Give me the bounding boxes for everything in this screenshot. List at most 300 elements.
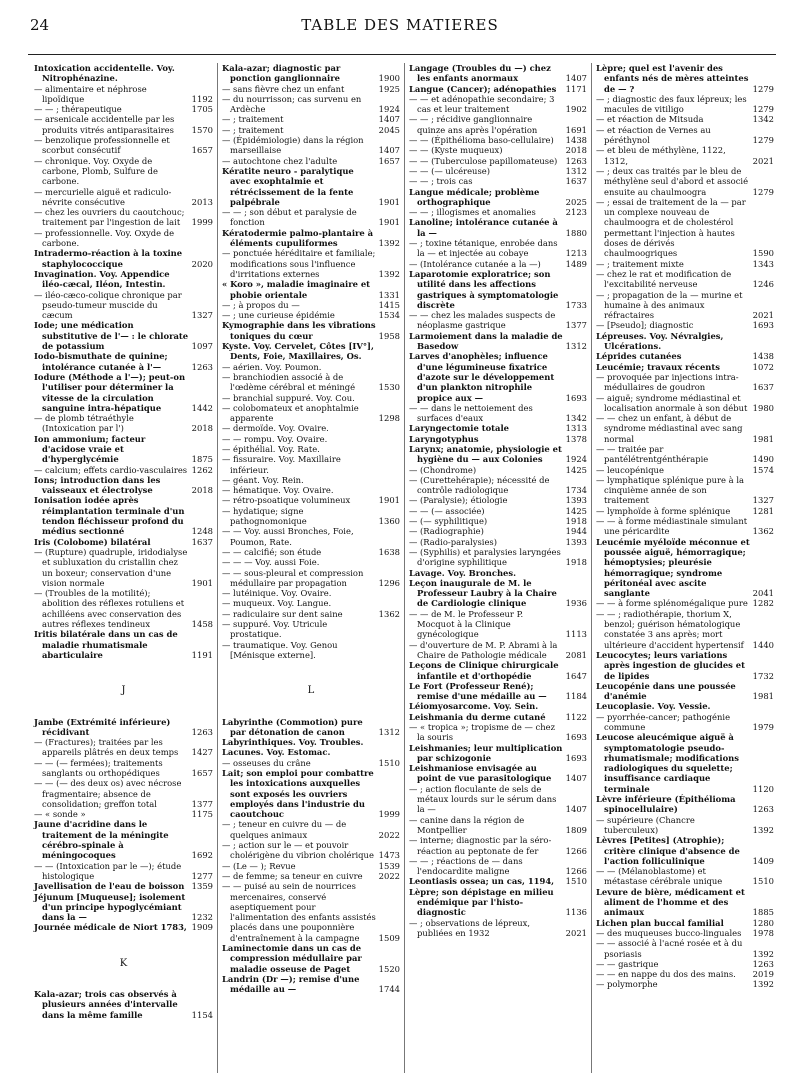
entry-text: — et réaction de Mitsuda [596,114,704,125]
index-entry [222,320,400,341]
entry-page: 1909 [191,922,213,933]
index-entry [409,763,587,784]
page-header [20,14,780,40]
entry-page: 1359 [191,881,213,892]
entry-page: 1298 [378,413,400,424]
entry-page: 1925 [378,83,400,94]
entry-page: 1734 [565,485,587,496]
entry-page: 1999 [378,809,400,820]
entry-page: 1638 [378,546,400,557]
index-entry [596,197,774,259]
entry-page: 1458 [191,619,213,630]
index-entry [409,712,587,722]
index-entry [222,393,400,403]
index-entry [409,94,587,115]
entry-text: — — associé à l'acné rosée et à du psoriasis [596,938,743,959]
entry-page: 1809 [565,824,587,835]
entry-page: 1407 [565,773,587,784]
index-entry [596,331,774,352]
entry-text: — ; teneur en cuivre du — de quelques animaux [222,819,347,840]
entry-page: 1312 [565,341,587,352]
entry-text: — alimentaire et néphrose lipoïdique [34,83,147,104]
entry-page: 1442 [191,402,213,413]
entry-page: 1377 [565,320,587,331]
entry-text: Larmoiement dans la maladie de Basedow [409,330,563,352]
index-entry [596,372,774,393]
index-entry [222,423,400,433]
index-entry [222,156,400,166]
entry-page: 1438 [752,351,774,362]
entry-text: Leucopénie dans une poussée d'anémie [596,680,736,702]
entry-page: 1924 [378,104,400,115]
entry-page: 1175 [191,809,213,820]
entry-text: — ; action sur le — et pouvoir cholérigène du vibrion cholérique [222,840,374,861]
entry-text: — — (— ulcéreuse) [409,165,490,176]
index-entry [596,598,774,608]
section-letter: K [119,957,128,969]
index-entry [409,331,587,352]
index-entry [222,63,400,84]
index-entry [596,290,774,321]
entry-text: Le Fort (Professeur René); remise d'une médaille au — [409,680,547,702]
entry-text: — — et adénopathie secondaire; 3 cas et leur traitement [409,93,555,115]
entry-page: 1901 [378,217,400,228]
index-entry [596,114,774,124]
entry-text: — ; toxine tétanique, enrobée dans la — et injectée au cobaye [409,238,558,259]
index-entry [409,609,587,640]
index-entry [34,717,213,738]
entry-text: — (— syphilitique) [409,516,488,527]
entry-text: — — (Intoxication par le —); étude histologique [34,860,182,881]
index-entry [409,259,587,269]
index-entry [409,887,587,918]
index-entry [409,403,587,424]
entry-text: Leucose aleucémique aiguë à symptomatologie pseudo-rhumatismale; modifications radiologiques du squelette; insuffisance cardiaque terminale [596,732,739,794]
index-entry [34,228,213,249]
index-entry [222,495,400,505]
index-entry [34,778,213,809]
entry-text: — iléo-cæco-colique chronique par pseudo-tumeur muscide du cæcum [34,289,182,321]
index-entry [409,269,587,310]
entry-text: — hydatique; signe pathognomonique [222,505,307,527]
entry-page: 1440 [752,639,774,650]
entry-page: 1248 [191,526,213,537]
entry-page: 2018 [191,423,213,434]
index-entry [222,279,400,300]
index-entry [409,681,587,702]
entry-page: 2041 [752,588,774,599]
index-entry [34,104,213,114]
entry-text: Lèpre; son dépistage en milieu endémique par l'histo-diagnostic [409,886,554,918]
index-entry [222,758,400,768]
entry-page: 1312 [378,726,400,737]
index-entry [222,84,400,94]
entry-page: 2081 [565,649,587,660]
index-entry [596,938,774,959]
entry-page: 1979 [752,722,774,732]
index-entry [34,629,213,660]
entry-text: — — dans le nettoiement des surfaces d'eaux [409,402,533,424]
section-letter: J [121,685,126,697]
entry-page: 1327 [191,310,213,321]
index-entry [222,444,400,454]
index-entry [409,444,587,465]
index-entry [222,341,400,362]
entry-text: Lèpre; quel est l'avenir des enfants nés de mères atteintes de — ? [596,63,749,94]
entry-page: 2022 [378,829,400,840]
entry-text: — d'ouverture de M. P. Abrami à la Chaire de Pathologie médicale [409,639,558,660]
entry-text: — — chez les malades suspects de néoplasme gastrique [409,310,556,331]
entry-page: 2025 [565,196,587,207]
index-entry [222,619,400,640]
entry-text: — de plomb tétraéthyle (Intoxication par l') [34,413,134,434]
entry-text: « Koro », maladie imaginaire et phobie orientale [222,279,371,300]
index-entry [34,588,213,629]
entry-page: 1120 [752,783,774,794]
entry-text: — [Pseudo]; diagnostic [596,320,694,331]
index-entry [596,650,774,681]
entry-text: Lèvres [Petites] (Atrophie); critère clinique d'absence de l'action folliculinique [596,835,740,866]
index-entry [409,135,587,145]
entry-page: 1918 [565,516,587,527]
section-letter: L [307,685,315,697]
entry-page: 1279 [752,135,774,146]
entry-text: — du nourrisson; cas survenu en Ardèche [222,93,362,115]
index-entry [409,640,587,661]
index-entry [222,372,400,393]
entry-text: — professionnelle. Voy. Oxyde de carbone. [34,227,175,249]
index-entry [596,393,774,414]
entry-page: 1691 [565,124,587,135]
index-entry [34,861,213,882]
entry-text: Jaune d'acridine dans le traitement de la méningite cérébro-spinale à méningocoques [34,819,169,861]
index-column-3 [404,63,591,1073]
entry-text: — canine dans la région de Montpellier [409,814,525,835]
index-entry [34,63,213,84]
entry-text: Leontiasis ossea; un cas, 1194, [409,876,555,887]
entry-page: 1154 [191,1009,213,1020]
entry-text: — benzolique professionnelle et scorbut consécutif [34,135,170,156]
entry-text: — autochtone chez l'adulte [222,155,338,166]
entry-text: — chronique. Voy. Oxyde de carbone, Plomb, Sulfure de carbone. [34,155,158,187]
index-entry [34,758,213,779]
entry-text: — colobomateux et anophtalmie apparente [222,402,359,424]
entry-page: 2018 [191,485,213,496]
index-entry [409,475,587,496]
entry-text: — ; diagnostic des faux lépreux; les macules de vitiligo [596,93,747,115]
entry-page: 1936 [565,598,587,609]
entry-page: 1901 [191,577,213,588]
index-entry [222,228,400,249]
index-entry [409,743,587,764]
entry-text: — ; traitement [222,114,284,125]
entry-page: 1427 [191,747,213,758]
entry-text: — (Intolérance cutanée a la —) [409,258,541,269]
entry-page: 2123 [565,207,587,218]
entry-text: Laminectomie dans un cas de compression médullaire par maladie osseuse de Paget [222,943,362,974]
index-entry [222,135,400,156]
index-entry [596,712,774,733]
index-entry [222,640,400,661]
entry-page: 1072 [752,361,774,372]
entry-text: — — calcifié; son étude [222,546,322,557]
entry-page: 1277 [191,870,213,881]
entry-page: 1407 [378,114,400,125]
entry-text: — — (— fermées); traitements sanglants ou orthopédiques [34,757,163,778]
entry-text: — « tropica »; tropisme de — chez la souris [409,722,556,743]
entry-text: Ions; introduction dans les vaisseaux et électrolyse [34,474,161,496]
entry-text: Leçons de Clinique chirurgicale infantile et d'orthopédie [409,660,559,681]
index-entry [222,475,400,485]
index-entry [34,737,213,758]
entry-page: 1425 [565,505,587,516]
entry-text: — ; propagation de la — murine et humaine à des animaux réfractaires [596,289,743,321]
entry-text: — — rompu. Voy. Ovaire. [222,433,328,444]
entry-text: — pyorrhée-cancer; pathogénie commune [596,711,731,732]
index-entry [409,526,587,536]
entry-page: 2020 [191,258,213,269]
entry-page: 1113 [565,629,587,640]
index-entry [34,922,213,932]
index-entry [34,320,213,351]
entry-page: 1438 [565,135,587,146]
index-entry [34,819,213,860]
entry-page: 1510 [565,876,587,887]
index-entry [409,516,587,526]
entry-page: 1392 [752,948,774,959]
entry-text: — aérien. Voy. Poumon. [222,361,322,372]
entry-text: — — à forme médiastinale simulant une péricardite [596,516,748,537]
entry-page: 1693 [752,320,774,331]
index-entry [34,989,213,1020]
entry-text: — lymphoïde à forme splénique [596,505,731,516]
entry-text: Lèvre inférieure (Épithélioma spinocellulaire) [596,794,736,815]
entry-page: 1692 [191,850,213,861]
index-entry [596,145,774,166]
index-entry [34,475,213,496]
entry-text: — — en nappe du dos des mains. [596,969,736,980]
entry-page: 1327 [752,495,774,506]
entry-text: — — ; trois cas [409,176,473,187]
index-column-4 [591,63,778,1073]
index-entry [222,974,400,995]
entry-page: 1637 [565,176,587,187]
index-entry [222,114,400,124]
entry-page: 1901 [378,495,400,506]
entry-page: 1999 [191,217,213,228]
entry-text: — (Radio-paralysies) [409,536,497,547]
entry-page: 1407 [565,73,587,84]
entry-text: — (Syphilis) et paralysies laryngées d'origine syphilitique [409,546,561,568]
entry-page: 1885 [752,907,774,918]
entry-text: Labyrinthe (Commotion) pure par détonation de canon [222,716,363,737]
entry-text: — chez les ouvriers du caoutchouc; traitement par l'ingestion de lait [34,207,185,228]
entry-page: 1705 [191,104,213,115]
entry-page: 2021 [565,927,587,938]
index-entry [222,485,400,495]
entry-text: Langue (Cancer); adénopathies [409,83,557,94]
index-entry [222,547,400,557]
entry-text: — (Radiographie) [409,526,484,537]
entry-text: Jambe (Extrémité inférieure) récidivant [34,716,171,737]
entry-text: Iodo-bismuthate de quinine; intolérance cutanée à l'— [34,351,168,372]
entry-page: 1733 [565,299,587,310]
header-rule [28,54,776,55]
index-entry [34,892,213,923]
index-entry [34,269,213,290]
entry-text: — ; à propos du — [222,299,300,310]
entry-text: — — traitée par pantélétrentgénthérapie [596,443,709,465]
entry-page: 1393 [565,536,587,547]
entry-page: 1693 [565,732,587,743]
entry-text: — osseuses du crâne [222,757,311,768]
index-entry [596,63,774,94]
entry-text: — des muqueuses bucco-linguales [596,927,742,938]
entry-text: — (Paralysie); étiologie [409,495,508,506]
entry-text: — (Rupture) quadruple, iridodialyse et subluxation du cristallin chez un boxeur; conservation d'une vision normale [34,546,188,588]
entry-page: 1378 [565,433,587,444]
entry-text: — — puisé au sein de nourrices mercenaires, conservé aseptiquement pour l'alimentation des enfants assistés placés dans une pouponnière d'entraînement à la campagne [222,881,376,943]
entry-page: 1574 [752,464,774,475]
entry-text: — radiculaire sur dent saine [222,608,343,619]
index-entry [34,465,213,475]
index-entry [596,259,774,269]
entry-page: 1343 [752,258,774,269]
entry-page: 1900 [378,73,400,84]
entry-page: 1263 [752,958,774,969]
index-entry [596,732,774,794]
index-entry [409,114,587,135]
index-entry [409,568,587,578]
entry-page: 1875 [191,454,213,465]
index-entry [596,269,774,290]
entry-text: Larves d'anophèles; influence d'une légumineuse fixatrice d'azote sur le développement d'un plankton nitrophile propice aux — [409,351,555,403]
entry-text: Intradermo-réaction à la toxine staphylococcique [34,248,183,269]
entry-text: Leucémie; travaux récents [596,361,720,372]
index-entry [34,881,213,891]
index-entry [34,187,213,208]
entry-text: Lavage. Voy. Bronches. [409,567,516,578]
entry-text: Laryngotyphus [409,433,479,444]
entry-text: — ; observations de lépreux, publiées en 1932 [409,917,531,938]
index-entry [596,465,774,475]
entry-text: — suppuré. Voy. Utricule prostatique. [222,619,328,640]
entry-text: Kyste. Voy. Cervelet, Côtes [IV°], Dents, Foie, Maxillaires, Os. [222,341,374,362]
entry-text: Lichen plan buccal familial [596,917,724,928]
entry-page: 2013 [191,196,213,207]
entry-text: Journée médicale de Niort 1783, [34,922,187,933]
page-title: TABLE DES MATIERES [301,16,499,34]
entry-text: Leucémie myéloïde méconnue et poussée aiguë, hémorragique; hémoptysies; pleurésie hémorragique; syndrome péritonéal avec ascite sanglante [596,536,750,599]
index-entry [409,547,587,568]
entry-text: Leucoplasie. Voy. Vessie. [596,701,711,712]
index-entry [596,609,774,650]
entry-page: 1409 [752,855,774,866]
index-entry [596,815,774,836]
index-entry [409,856,587,877]
entry-page: 1657 [191,768,213,778]
entry-page: 1510 [752,876,774,887]
entry-text: — ; traitement mixte [596,258,684,269]
entry-page: 1232 [191,912,213,923]
index-entry [409,310,587,331]
index-entry [409,835,587,856]
entry-page: 1732 [752,670,774,681]
entry-page: 1262 [191,464,213,475]
index-entry [222,300,400,310]
entry-page: 1279 [752,186,774,197]
entry-text: — muqueux. Voy. Langue. [222,598,332,609]
index-entry [409,156,587,166]
entry-page: 1392 [752,979,774,990]
entry-text: — — (Mélanoblastome) et métastase cérébrale unique [596,866,723,887]
index-entry [222,943,400,974]
entry-page: 1647 [565,670,587,681]
entry-page: 2018 [565,145,587,156]
index-entry [596,413,774,444]
entry-text: Leishmanies; leur multiplication par schizogonie [409,742,563,763]
entry-page: 1312 [565,165,587,176]
entry-text: Iode; une médication substitutive de l'— : le chlorate de potassium [34,320,189,352]
entry-text: — interne; diagnostic par la séro-réaction au peptonate de fer [409,835,552,856]
index-entry [222,609,400,619]
entry-text: Iris (Colobome) bilatéral [34,536,151,547]
index-entry [222,881,400,943]
entry-page: 1902 [565,104,587,115]
index-entry [222,717,400,738]
entry-page: 1981 [752,433,774,444]
index-entry [34,156,213,187]
index-entry [222,747,400,757]
index-entry [222,125,400,135]
entry-text: Kératodermie palmo-plantaire à éléments cupuliformes [222,227,374,249]
entry-text: — hématique. Voy. Ovaire. [222,485,334,496]
index-entry [222,362,400,372]
entry-text: — — ; son début et paralysie de fonction [222,207,357,228]
entry-text: — traumatique. Voy. Genou [Ménisque externe]. [222,639,338,660]
entry-page: 1490 [752,454,774,465]
entry-page: 1331 [378,289,400,300]
entry-page: 1509 [378,932,400,943]
entry-text: Larynx; anatomie, physiologie et hygiène du — aux Colonies [409,443,562,465]
entry-page: 1693 [565,392,587,403]
entry-text: — ponctuée héréditaire et familiale; modifications sous l'influence d'irritations externes [222,248,376,279]
entry-text: — — Voy. aussi Bronches, Foie, Poumon, Rate. [222,526,354,547]
entry-text: — et réaction de Vernes au péréthynol [596,124,711,146]
index-entry [596,979,774,989]
entry-text: Labyrinthiques. Voy. Troubles. [222,737,364,748]
entry-page: 1282 [752,598,774,609]
entry-text: — ; traitement [222,124,284,135]
index-entry [409,660,587,681]
entry-page: 1880 [565,227,587,238]
index-entry [34,372,213,413]
entry-page: 1693 [565,752,587,763]
index-entry [409,423,587,433]
index-column-2 [217,63,404,1073]
entry-page: 1918 [565,557,587,568]
entry-page: 1539 [378,860,400,871]
index-entry [596,506,774,516]
entry-page: 1279 [752,104,774,115]
entry-text: — — ; thérapeutique [34,104,122,115]
index-entry [222,861,400,871]
entry-text: — — ; réactions de — dans l'endocardite maligne [409,855,523,877]
entry-page: 1392 [378,268,400,279]
index-entry [34,809,213,819]
entry-page: 1342 [752,114,774,125]
entry-page: 1415 [378,299,400,310]
